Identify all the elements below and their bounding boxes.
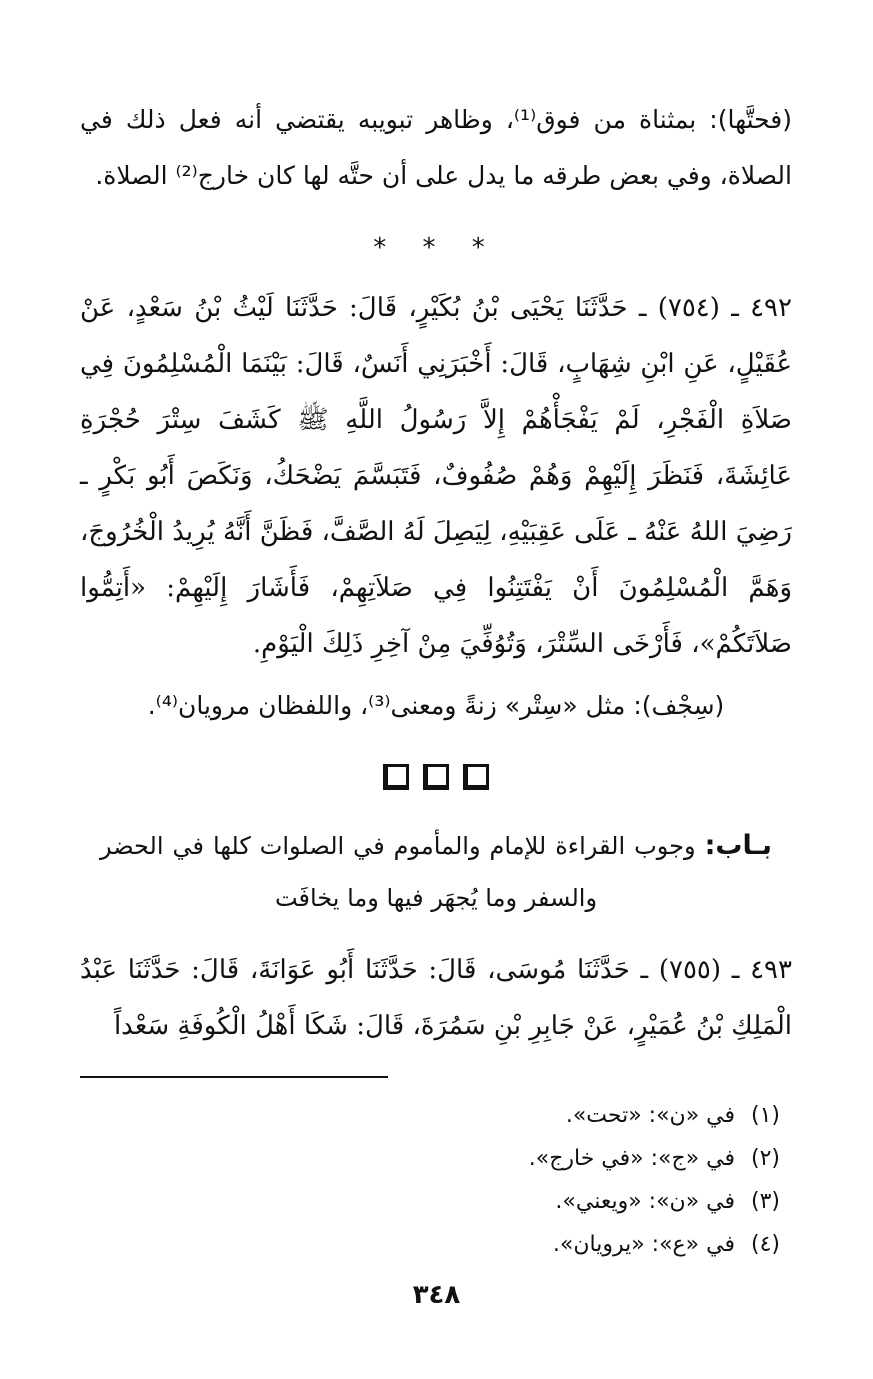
square-ornament-icon <box>463 764 489 790</box>
page-number: ٣٤٨ <box>412 1280 461 1310</box>
hadith-492: ٤٩٢ ـ (٧٥٤) ـ حَدَّثَنَا يَحْيَى بْنُ بُكَيْرٍ، قَالَ: حَدَّثَنَا لَيْثُ بْنُ سَعْدٍ، عَنْ عُقَيْلٍ، عَنِ ابْنِ شِهَابٍ، قَالَ: أَخْبَرَنِي أَنَسٌ، قَالَ: بَيْنَمَا الْمُسْلِمُونَ فِي صَلاَةِ الْفَجْرِ، لَمْ يَفْجَأْهُمْ إِلاَّ رَسُولُ اللَّهِ ﷺ كَشَفَ سِتْرَ حُجْرَةِ عَائِشَةَ، فَنَظَرَ إِلَيْهِمْ وَهُمْ صُفُوفٌ، فَتَبَسَّمَ يَضْحَكُ، وَنَكَصَ أَبُو بَكْرٍ ـ رَضِيَ اللهُ عَنْهُ ـ عَلَى عَقِبَيْهِ، لِيَصِلَ لَهُ الصَّفَّ، فَظَنَّ أَنَّهُ يُرِيدُ الْخُرُوجَ، وَهَمَّ الْمُسْلِمُونَ أَنْ يَفْتَتِنُوا فِي صَلاَتِهِمْ، فَأَشَارَ إِلَيْهِمْ: «أَتِمُّوا صَلاَتَكُمْ»، فَأَرْخَى السِّتْرَ، وَتُوُفِّيَ مِنْ آخِرِ ذَلِكَ الْيَوْمِ. <box>80 293 792 659</box>
footnote-number: (٤) <box>750 1232 780 1257</box>
footnote-text: في «ع»: «يرويان». <box>552 1232 735 1257</box>
sijf-note: (سِجْف): مثل «سِتْر» زنةً ومعنى⁽³⁾، واللفظان مرويان⁽⁴⁾. <box>147 691 725 720</box>
chapter-title: وجوب القراءة للإمام والمأموم في الصلوات كلها في الحضر والسفر وما يُجهَر فيها وما يخافَت <box>100 832 696 912</box>
page-body <box>80 92 792 1266</box>
hadith-493: ٤٩٣ ـ (٧٥٥) ـ حَدَّثَنَا مُوسَى، قَالَ: حَدَّثَنَا أَبُو عَوَانَةَ، قَالَ: حَدَّثَنَا عَبْدُ الْمَلِكِ بْنُ عُمَيْرٍ، عَنْ جَابِرِ بْنِ سَمُرَةَ، قَالَ: شَكَا أَهْلُ الْكُوفَةِ سَعْداً <box>80 955 792 1041</box>
intro-paragraph: (فحتَّها): بمثناة من فوق⁽¹⁾، وظاهر تبويبه يقتضي أنه فعل ذلك في الصلاة، وفي بعض طرقه ما يدل على أن حتَّه لها كان خارج⁽²⁾ الصلاة. <box>80 105 792 190</box>
separator-stars: * * * <box>373 233 499 263</box>
footnote-item <box>80 1094 780 1137</box>
footnote-text: في «ن»: «ويعني». <box>555 1189 735 1214</box>
footnote-number: (٣) <box>750 1189 780 1214</box>
footnote-item <box>80 1137 780 1180</box>
footnote-text: في «ج»: «في خارج». <box>528 1146 735 1171</box>
footnote-divider <box>80 1076 388 1078</box>
square-ornament-icon <box>383 764 409 790</box>
separator-boxes <box>80 764 792 790</box>
footnote-number: (١) <box>750 1103 780 1128</box>
footnote-number: (٢) <box>750 1146 780 1171</box>
footnotes <box>80 1094 792 1266</box>
footnote-text: في «ن»: «تحت». <box>565 1103 735 1128</box>
footnote-item <box>80 1180 780 1223</box>
chapter-label: بـاب: <box>704 830 772 861</box>
footnote-item <box>80 1223 780 1266</box>
square-ornament-icon <box>423 764 449 790</box>
chapter-heading <box>100 820 772 924</box>
